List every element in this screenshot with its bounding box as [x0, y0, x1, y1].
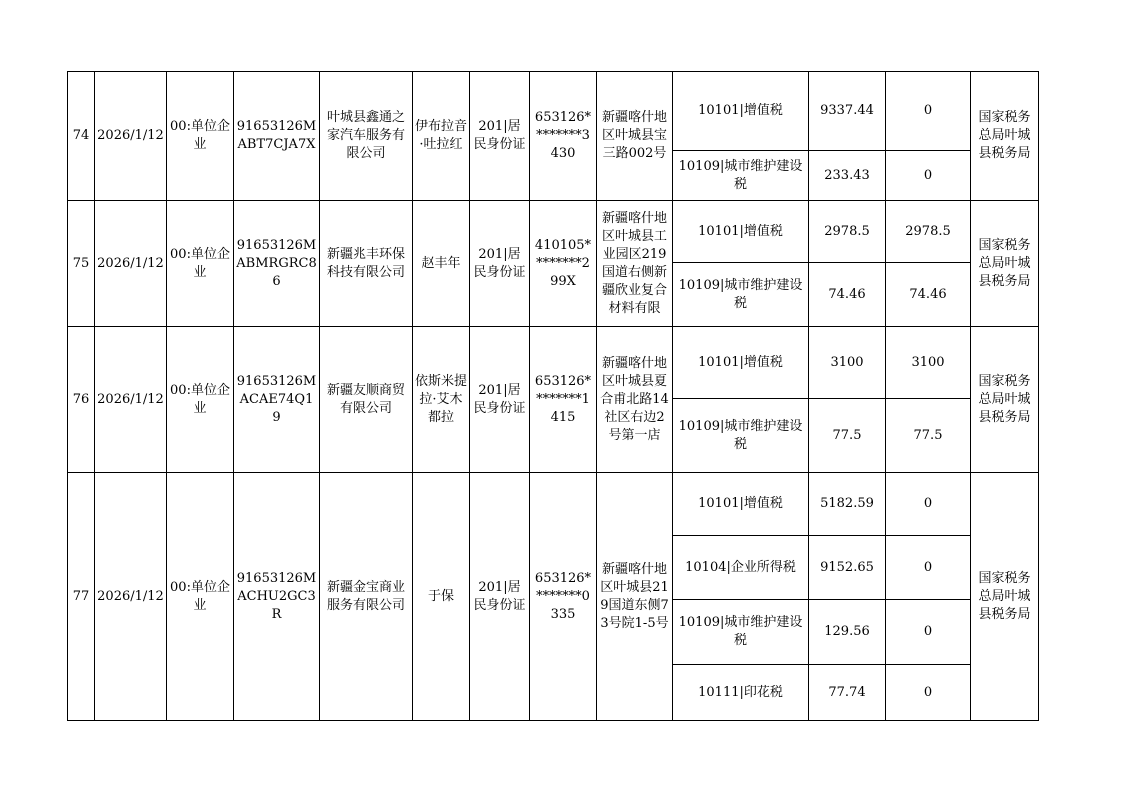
- tax-current: 2978.5: [886, 201, 971, 263]
- tax-authority: 国家税务总局叶城县税务局: [971, 327, 1039, 473]
- tax-item: 10109|城市维护建设税: [673, 151, 809, 201]
- legal-person: 于保: [413, 473, 470, 721]
- tax-item: 10101|增值税: [673, 201, 809, 263]
- legal-person: 赵丰年: [413, 201, 470, 327]
- credit-code: 91653126MABT7CJA7X: [234, 72, 320, 201]
- tax-current: 0: [886, 600, 971, 665]
- table-row: [68, 473, 1039, 536]
- tax-item: 10101|增值税: [673, 327, 809, 399]
- tax-current: 74.46: [886, 263, 971, 327]
- date-cell: 2026/1/12: [95, 72, 167, 201]
- legal-person: 伊布拉音·吐拉红: [413, 72, 470, 201]
- tax-item: 10101|增值税: [673, 72, 809, 151]
- id-number: 653126********0335: [530, 473, 597, 721]
- tax-amount: 9152.65: [809, 536, 886, 600]
- row-index: 77: [68, 473, 95, 721]
- taxpayer-type: 00:单位企业: [167, 473, 234, 721]
- company-name: 新疆兆丰环保科技有限公司: [320, 201, 413, 327]
- tax-amount: 3100: [809, 327, 886, 399]
- tax-amount: 5182.59: [809, 473, 886, 536]
- taxpayer-type: 00:单位企业: [167, 201, 234, 327]
- row-index: 75: [68, 201, 95, 327]
- tax-current: 0: [886, 665, 971, 721]
- tax-amount: 233.43: [809, 151, 886, 201]
- id-number: 653126********3430: [530, 72, 597, 201]
- tax-amount: 77.5: [809, 399, 886, 473]
- date-cell: 2026/1/12: [95, 473, 167, 721]
- taxpayer-type: 00:单位企业: [167, 327, 234, 473]
- tax-amount: 9337.44: [809, 72, 886, 151]
- id-type: 201|居民身份证: [470, 201, 530, 327]
- id-type: 201|居民身份证: [470, 473, 530, 721]
- tax-amount: 129.56: [809, 600, 886, 665]
- credit-code: 91653126MACAE74Q19: [234, 327, 320, 473]
- tax-item: 10104|企业所得税: [673, 536, 809, 600]
- address-cell: 新疆喀什地区叶城县夏合甫北路14社区右边2号第一店: [597, 327, 673, 473]
- tax-arrears-table: [67, 71, 1039, 721]
- address-cell: 新疆喀什地区叶城县工业园区219国道右侧新疆欣业复合材料有限: [597, 201, 673, 327]
- company-name: 新疆金宝商业服务有限公司: [320, 473, 413, 721]
- address-cell: 新疆喀什地区叶城县宝三路002号: [597, 72, 673, 201]
- taxpayer-type: 00:单位企业: [167, 72, 234, 201]
- tax-item: 10101|增值税: [673, 473, 809, 536]
- table-row: [68, 72, 1039, 151]
- tax-current: 3100: [886, 327, 971, 399]
- tax-current: 0: [886, 536, 971, 600]
- tax-current: 0: [886, 72, 971, 151]
- tax-amount: 2978.5: [809, 201, 886, 263]
- date-cell: 2026/1/12: [95, 201, 167, 327]
- tax-item: 10109|城市维护建设税: [673, 263, 809, 327]
- tax-authority: 国家税务总局叶城县税务局: [971, 473, 1039, 721]
- table-row: [68, 327, 1039, 399]
- address-cell: 新疆喀什地区叶城县219国道东侧73号院1-5号: [597, 473, 673, 721]
- id-number: 410105********299X: [530, 201, 597, 327]
- date-cell: 2026/1/12: [95, 327, 167, 473]
- legal-person: 依斯米提拉·艾木都拉: [413, 327, 470, 473]
- credit-code: 91653126MACHU2GC3R: [234, 473, 320, 721]
- id-type: 201|居民身份证: [470, 327, 530, 473]
- tax-current: 0: [886, 151, 971, 201]
- id-type: 201|居民身份证: [470, 72, 530, 201]
- tax-current: 77.5: [886, 399, 971, 473]
- tax-item: 10109|城市维护建设税: [673, 399, 809, 473]
- tax-item: 10109|城市维护建设税: [673, 600, 809, 665]
- tax-amount: 74.46: [809, 263, 886, 327]
- tax-item: 10111|印花税: [673, 665, 809, 721]
- table-body: [68, 72, 1039, 721]
- company-name: 叶城县鑫通之家汽车服务有限公司: [320, 72, 413, 201]
- tax-authority: 国家税务总局叶城县税务局: [971, 72, 1039, 201]
- row-index: 74: [68, 72, 95, 201]
- id-number: 653126********1415: [530, 327, 597, 473]
- tax-amount: 77.74: [809, 665, 886, 721]
- company-name: 新疆友顺商贸有限公司: [320, 327, 413, 473]
- tax-current: 0: [886, 473, 971, 536]
- credit-code: 91653126MABMRGRC86: [234, 201, 320, 327]
- table-row: [68, 201, 1039, 263]
- tax-authority: 国家税务总局叶城县税务局: [971, 201, 1039, 327]
- row-index: 76: [68, 327, 95, 473]
